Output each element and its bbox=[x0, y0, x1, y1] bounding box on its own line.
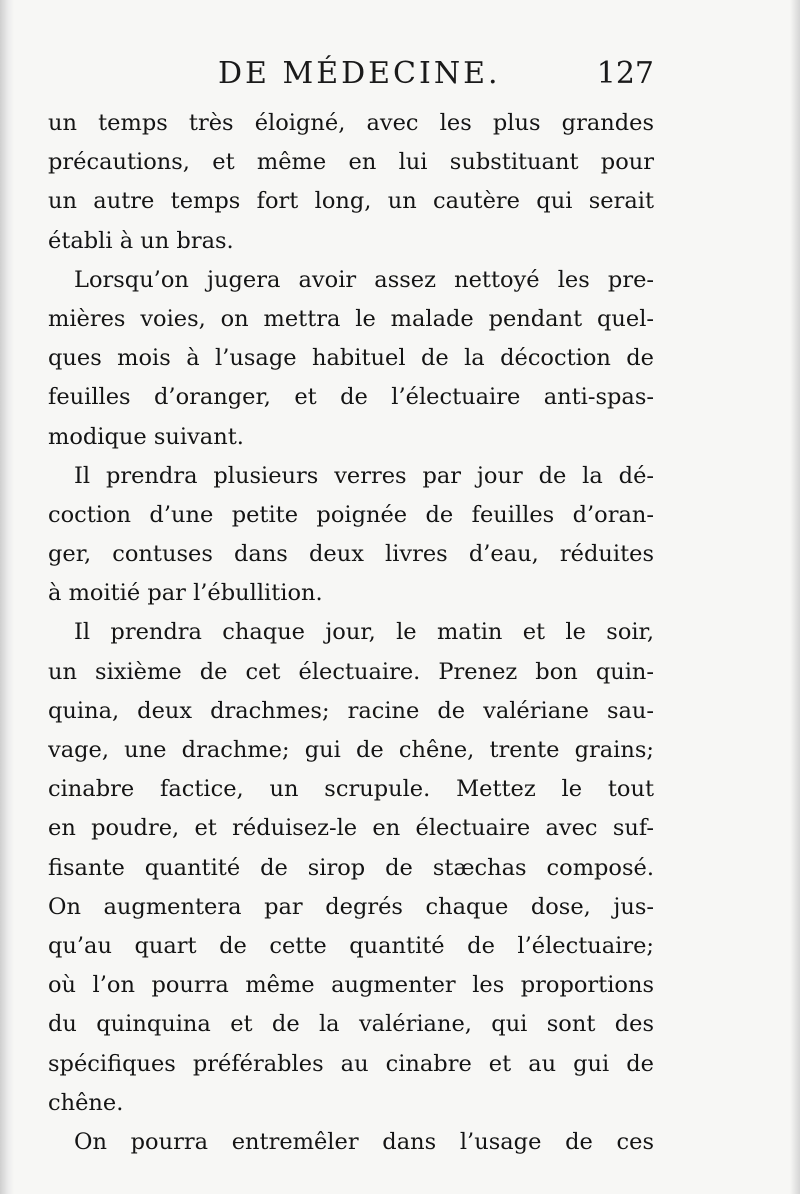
page-left-edge bbox=[0, 0, 14, 1194]
text-line: à moitié par l’ébullition. bbox=[48, 580, 323, 607]
running-title: DE MÉDECINE. bbox=[218, 56, 501, 91]
text-line: modique suivant. bbox=[48, 423, 244, 450]
text-line: On augmentera par degrés chaque dose, jus- bbox=[48, 893, 654, 920]
paragraph-first-line: Il prendra chaque jour, le matin et le soir, bbox=[74, 619, 654, 646]
paragraph-first-line: On pourra entremêler dans l’usage de ces bbox=[74, 1128, 654, 1155]
text-line: vage, une drachme; gui de chêne, trente grains; bbox=[48, 737, 654, 763]
text-line: spécifiques préférables au cinabre et au gui de bbox=[48, 1050, 654, 1077]
body-text bbox=[48, 104, 654, 1162]
page-number: 127 bbox=[596, 56, 654, 91]
text-line: ques mois à l’usage habituel de la décoction de bbox=[48, 345, 654, 372]
text-line: un temps très éloigné, avec les plus grandes bbox=[48, 110, 654, 136]
page-right-edge bbox=[790, 0, 800, 1194]
text-line: cinabre factice, un scrupule. Mettez le tout bbox=[48, 776, 654, 803]
paragraph-first-line: Il prendra plusieurs verres par jour de la dé- bbox=[74, 462, 654, 489]
text-line: où l’on pourra même augmenter les proportions bbox=[48, 972, 654, 999]
text-line: en poudre, et réduisez-le en électuaire avec suf- bbox=[48, 815, 654, 842]
text-line: établi à un bras. bbox=[48, 227, 234, 254]
page-header bbox=[48, 54, 654, 98]
text-line: qu’au quart de cette quantité de l’électuaire; bbox=[48, 932, 654, 959]
text-line: ger, contuses dans deux livres d’eau, réduites bbox=[48, 541, 654, 568]
text-line: feuilles d’oranger, et de l’électuaire anti-spas- bbox=[48, 384, 654, 411]
text-line: fisante quantité de sirop de stæchas composé. bbox=[48, 854, 654, 881]
text-line: un autre temps fort long, un cautère qui serait bbox=[48, 188, 654, 215]
text-line: chêne. bbox=[48, 1089, 124, 1116]
text-line: du quinquina et de la valériane, qui sont des bbox=[48, 1011, 654, 1038]
text-line: coction d’une petite poignée de feuilles d’oran- bbox=[48, 501, 654, 528]
text-line: précautions, et même en lui substituant pour bbox=[48, 149, 654, 176]
text-line: un sixième de cet électuaire. Prenez bon quin- bbox=[48, 658, 654, 685]
text-line: mières voies, on mettra le malade pendant quel- bbox=[48, 305, 654, 332]
paragraph-first-line: Lorsqu’on jugera avoir assez nettoyé les pre- bbox=[74, 266, 654, 293]
text-line: quina, deux drachmes; racine de valériane sau- bbox=[48, 697, 654, 724]
